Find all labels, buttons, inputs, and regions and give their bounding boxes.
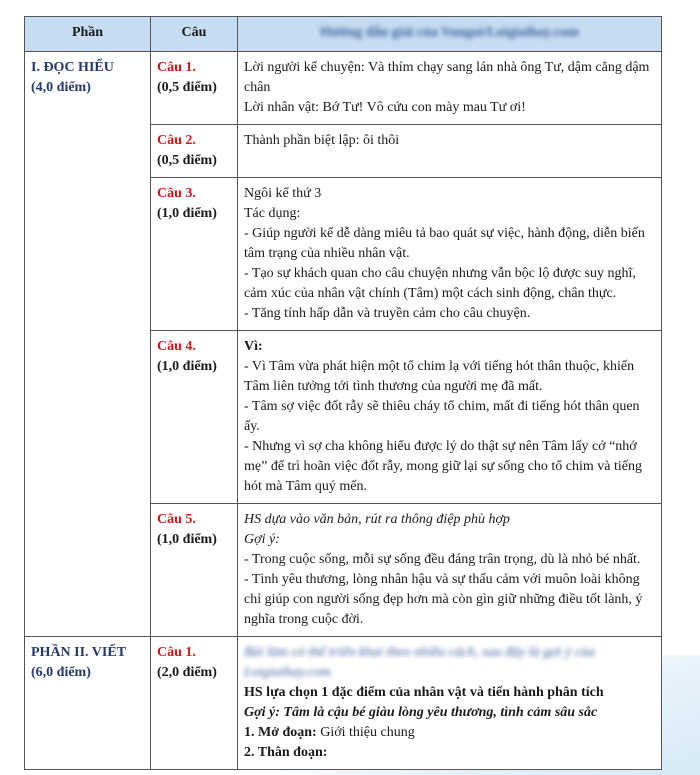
phan-title: I. ĐỌC HIỂU [31, 60, 114, 75]
answer-line: Lời người kể chuyện: Và thím chạy sang lán nhà ông Tư, dậm cẳng dậm chân [244, 60, 650, 95]
answer-line: - Nhưng vì sợ cha không hiểu được lý do thật sự nên Tâm lấy cớ “nhớ mẹ” để trì hoãn việc đốt rẫy, mong giữ lại sự sống cho tổ chim và tiếng hót mà Tâm quý mến. [244, 439, 643, 494]
answer-line: - Tăng tính hấp dẫn và truyền cảm cho câu chuyện. [244, 306, 531, 321]
cau-cell [151, 125, 238, 178]
header-phan: Phần [25, 17, 151, 52]
answer-line: - Vì Tâm vừa phát hiện một tổ chim lạ với tiếng hót thân thuộc, khiến Tâm liên tưởng tới tình thương của người mẹ đã mất. [244, 359, 635, 394]
blurred-note: Bài làm có thể triển khai theo nhiều cách, sau đây là gợi ý của Loigiaihay.com [244, 645, 595, 680]
table-row [25, 52, 662, 125]
cau-cell [151, 178, 238, 331]
answer-line: Ngôi kể thứ 3 [244, 186, 322, 201]
answer-line: HS dựa vào văn bản, rút ra thông điệp phù hợp [244, 512, 510, 527]
cau-title: Câu 1. [157, 60, 196, 75]
header-noi-dung [238, 17, 662, 52]
cau-cell [151, 504, 238, 637]
mo-doan-text: Giới thiệu chung [320, 725, 415, 740]
cau-score: (1,0 điểm) [157, 532, 217, 547]
phan-score: (6,0 điểm) [31, 665, 91, 680]
phan-score: (4,0 điểm) [31, 80, 91, 95]
answer-line: - Trong cuộc sống, mỗi sự sống đều đáng trân trọng, dù là nhỏ bé nhất. [244, 552, 641, 567]
phan-cell-doc-hieu [25, 52, 151, 637]
answer-line: Tác dụng: [244, 206, 301, 221]
cau-title: Câu 5. [157, 512, 196, 527]
answer-cell [238, 504, 662, 637]
table-row [25, 637, 662, 770]
answer-line: Thành phần biệt lập: ôi thôi [244, 133, 400, 148]
answer-line: - Tình yêu thương, lòng nhân hậu và sự thấu cảm với muôn loài không chỉ giúp con người sống đẹp hơn mà còn gìn giữ những điều tốt lành, ý nghĩa trong cuộc đời. [244, 572, 643, 627]
answer-line: - Tâm sợ việc đốt rẫy sẽ thiêu cháy tổ chim, mất đi tiếng hót thân quen ấy. [244, 399, 640, 434]
cau-score: (0,5 điểm) [157, 80, 217, 95]
cau-score: (1,0 điểm) [157, 206, 217, 221]
cau-cell [151, 52, 238, 125]
cau-title: Câu 1. [157, 645, 196, 660]
cau-score: (1,0 điểm) [157, 359, 217, 374]
cau-title: Câu 3. [157, 186, 196, 201]
cau-score: (0,5 điểm) [157, 153, 217, 168]
cau-title: Câu 4. [157, 339, 196, 354]
phan-title: PHẦN II. VIẾT [31, 645, 127, 660]
answer-line: 2. Thân đoạn: [244, 745, 328, 760]
answer-line: Vì: [244, 339, 263, 354]
answer-line: - Giúp người kể dễ dàng miêu tả bao quát sự việc, hành động, diễn biến tâm trạng của nhiều nhân vật. [244, 226, 645, 261]
mo-doan-label: 1. Mở đoạn: [244, 725, 317, 740]
table-header-row [25, 17, 662, 52]
answer-cell [238, 52, 662, 125]
cau-score: (2,0 điểm) [157, 665, 217, 680]
answer-cell [238, 637, 662, 770]
answer-line: Gợi ý: Tâm là cậu bé giàu lòng yêu thương, tình cảm sâu sắc [244, 705, 598, 720]
answer-line: Gợi ý: [244, 532, 280, 547]
blurred-source-text: Hướng dẫn giải của Vungoi/Loigiaihay.com [320, 25, 579, 40]
cau-title: Câu 2. [157, 133, 196, 148]
cau-cell [151, 331, 238, 504]
answer-cell [238, 125, 662, 178]
cau-cell [151, 637, 238, 770]
header-cau: Câu [151, 17, 238, 52]
answer-line: Lời nhân vật: Bớ Tư! Vô cứu con mày mau Tư ơi! [244, 100, 526, 115]
answer-line [244, 723, 655, 743]
answer-line: HS lựa chọn 1 đặc điểm của nhân vật và tiến hành phân tích [244, 685, 604, 700]
answer-cell [238, 178, 662, 331]
answer-key-table [24, 16, 662, 770]
answer-line: - Tạo sự khách quan cho câu chuyện nhưng vẫn bộc lộ được suy nghĩ, cảm xúc của nhân vật chính (Tâm) một cách sinh động, chân thực. [244, 266, 636, 301]
answer-cell [238, 331, 662, 504]
phan-cell-viet [25, 637, 151, 770]
